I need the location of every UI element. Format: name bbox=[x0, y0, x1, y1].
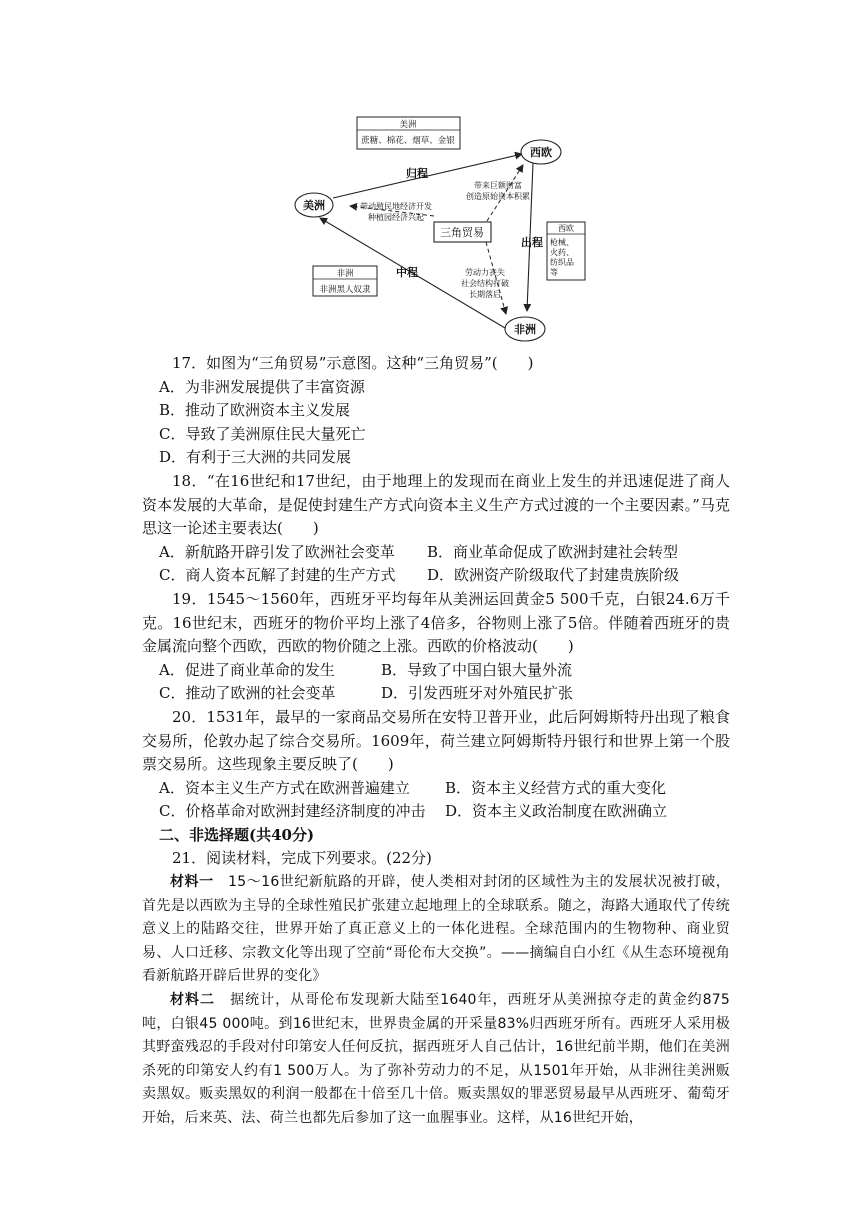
q19-option-d: D．引发西班牙对外殖民扩张 bbox=[381, 684, 574, 703]
q17-stem: 17．如图为“三角贸易”示意图。这种“三角贸易”( ) bbox=[172, 354, 534, 372]
triangle-trade-diagram bbox=[290, 108, 620, 346]
box-europe-goods bbox=[547, 222, 585, 280]
q19-option-a: A．促进了商业革命的发生 bbox=[159, 660, 335, 679]
route-return-label: 归程 bbox=[406, 167, 428, 180]
box-america-goods bbox=[357, 117, 460, 149]
material-one bbox=[142, 871, 730, 989]
q20-option-a: A．资本主义生产方式在欧洲普遍建立 bbox=[159, 778, 410, 797]
box-europe-goods-2: 火药、 bbox=[550, 248, 574, 257]
box-america-goods-text: 蔗糖、棉花、烟草、金银 bbox=[361, 136, 455, 146]
q18-option-a: A．新航路开辟引发了欧洲社会变革 bbox=[159, 542, 395, 561]
q21-stem: 21．阅读材料，完成下列要求。(22分) bbox=[172, 849, 432, 868]
q18-stem: 18．“在16世纪和17世纪，由于地理上的发现而在商业上发生的并迅速促进了商人资本发展的大革命，是促使封建生产方式向资本主义生产方式过渡的一个主要因素。”马克思这一论述主要表达( ) bbox=[142, 471, 730, 538]
q20-stem: 20．1531年，最早的一家商品交易所在安特卫普开业，此后阿姆斯特丹出现了粮食交易所，伦敦办起了综合交易所。1609年，荷兰建立阿姆斯特丹银行和世界上第一个股票交易所。这些现象主要反映了( ) bbox=[142, 707, 730, 774]
q18-option-c: C．商人资本瓦解了封建的生产方式 bbox=[159, 566, 396, 585]
q20-options-row2 bbox=[142, 800, 730, 824]
box-africa-goods bbox=[313, 266, 377, 296]
q20-options-row1 bbox=[142, 777, 730, 801]
box-europe-goods-4: 等 bbox=[550, 268, 558, 277]
box-africa-title: 非洲 bbox=[336, 269, 354, 279]
note-america-2: 种植园经济兴起 bbox=[368, 213, 424, 222]
node-america bbox=[295, 193, 333, 217]
section-heading: 二、非选择题(共40分) bbox=[159, 825, 315, 844]
q19-options-row2 bbox=[142, 682, 730, 706]
q17-option-d: D．有利于三大洲的共同发展 bbox=[159, 448, 352, 467]
q19-option-c: C．推动了欧洲的社会变革 bbox=[159, 684, 336, 703]
node-europe-label: 西欧 bbox=[530, 146, 552, 159]
q17-option-a: A．为非洲发展提供了丰富资源 bbox=[159, 377, 365, 396]
q20-option-b: B．资本主义经营方式的重大变化 bbox=[445, 778, 667, 797]
q20-option-d: D．资本主义政治制度在欧洲确立 bbox=[445, 802, 668, 821]
note-europe-2: 创造原始资本积累 bbox=[466, 192, 530, 201]
q19-stem: 19．1545～1560年，西班牙平均每年从美洲运回黄金5 500千克，白银24.6万千克。16世纪末，西班牙的物价平均上涨了4倍多，谷物则上涨了5倍。伴随着西班牙的贵金属流向整个西欧，西欧的物价随之上涨。西欧的价格波动( ) bbox=[142, 589, 730, 656]
material-one-text: 15～16世纪新航路的开辟，使人类相对封闭的区域性为主的发展状况被打破，首先是以西欧为主导的全球性殖民扩张建立起地理上的全球联系。随之，海路大通取代了传统意义上的陆路交往，世界开始了真正意义上的一体化进程。全球范围内的生物物种、商业贸易、人口迁移、宗教文化等出现了空前“哥伦布大交换”。——摘编自白小红《从生态环境视角看新航路开辟后世界的变化》 bbox=[142, 874, 731, 985]
q19-options-row1 bbox=[142, 659, 730, 683]
center-triangle-trade bbox=[434, 222, 491, 242]
q17-option-b: B．推动了欧洲资本主义发展 bbox=[159, 401, 351, 420]
note-europe-1: 带来巨额财富 bbox=[474, 181, 522, 190]
box-africa-goods-text: 非洲黑人奴隶 bbox=[319, 285, 371, 295]
box-europe-title: 西欧 bbox=[558, 224, 574, 233]
q19-option-b: B．导致了中国白银大量外流 bbox=[381, 660, 573, 679]
question-content bbox=[142, 352, 730, 1131]
route-middle-label: 中程 bbox=[396, 266, 418, 279]
note-africa-1: 劳动力丧失 bbox=[465, 268, 505, 277]
center-label: 三角贸易 bbox=[440, 226, 484, 239]
material-two bbox=[142, 989, 730, 1131]
box-europe-goods-1: 枪械、 bbox=[550, 238, 574, 247]
note-america-1: 带动殖民地经济开发 bbox=[360, 202, 432, 211]
node-africa bbox=[505, 317, 545, 341]
note-africa-3: 长期落后 bbox=[469, 290, 501, 299]
node-europe bbox=[521, 140, 561, 164]
q18-options-row1 bbox=[142, 541, 730, 565]
dash-to-africa bbox=[486, 242, 506, 314]
box-europe-goods-3: 纺织品 bbox=[550, 258, 574, 267]
node-africa-label: 非洲 bbox=[514, 323, 536, 336]
material-two-label: 材料二 bbox=[170, 992, 216, 1009]
q18-option-b: B．商业革命促成了欧洲封建社会转型 bbox=[427, 542, 679, 561]
material-one-label: 材料一 bbox=[170, 874, 214, 891]
box-america-title: 美洲 bbox=[399, 120, 417, 130]
material-two-text: 据统计，从哥伦布发现新大陆至1640年，西班牙从美洲掠夺走的黄金约875吨，白银45 000吨。到16世纪末，世界贵金属的开采量83%归西班牙所有。西班牙人采用极其野蛮残忍的手段对付印第安人任何反抗，据西班牙人自己估计，16世纪前半期，他们在美洲杀死的印第安人约有1 500万人。为了弥补劳动力的不足，从1501年开始，从非洲往美洲贩卖黑奴。贩卖黑奴的利润一般都在十倍至几十倍。贩卖黑奴的罪恶贸易最早从西班牙、葡萄牙开始，后来英、法、荷兰也都先后参加了这一血腥事业。这样，从16世纪开始， bbox=[142, 992, 730, 1126]
note-africa-2: 社会结构打破 bbox=[461, 279, 509, 288]
q20-option-c: C．价格革命对欧洲封建经济制度的冲击 bbox=[159, 802, 426, 821]
q18-options-row2 bbox=[142, 564, 730, 588]
route-out-label: 出程 bbox=[521, 236, 543, 249]
q17-option-c: C．导致了美洲原住民大量死亡 bbox=[159, 424, 366, 443]
node-america-label: 美洲 bbox=[303, 199, 325, 212]
q18-option-d: D．欧洲资产阶级取代了封建贵族阶级 bbox=[427, 566, 680, 585]
